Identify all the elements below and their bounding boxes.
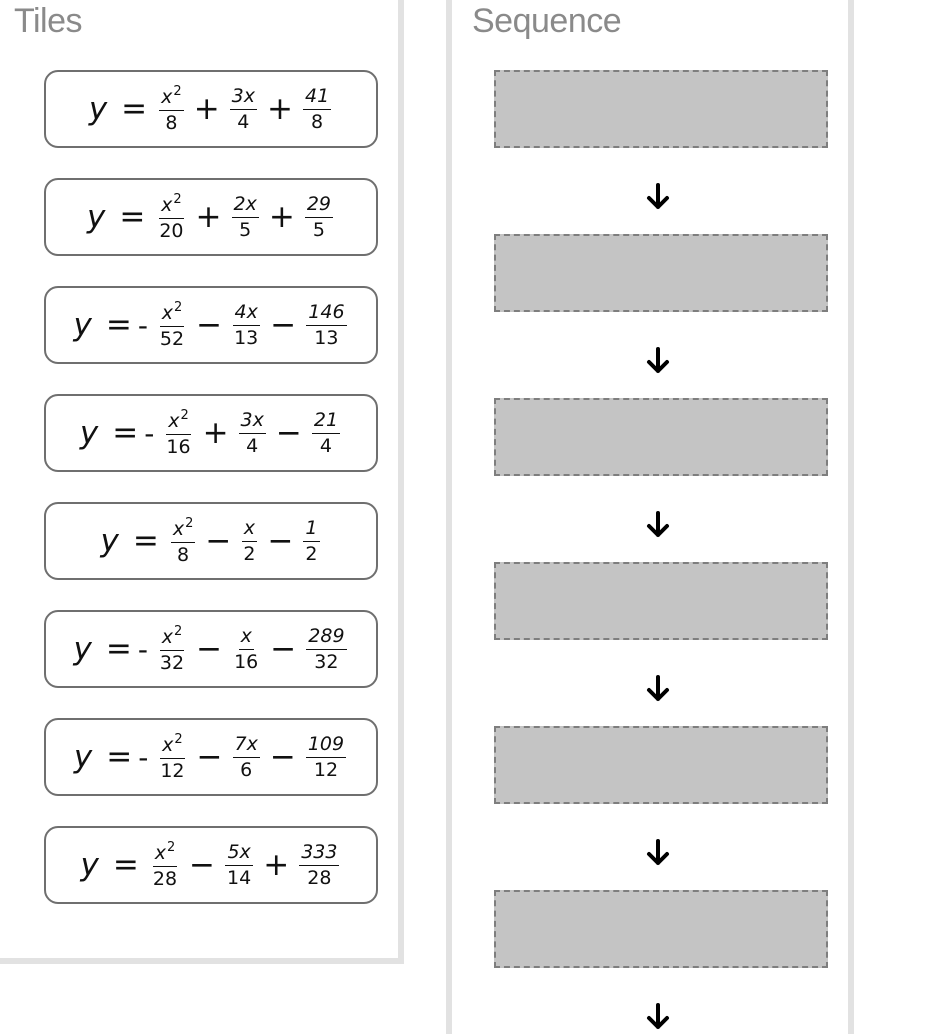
- fraction: [158, 625, 186, 673]
- denominator: 12: [313, 758, 339, 781]
- variable-y: y: [73, 631, 92, 667]
- sequence-drop-slot[interactable]: [494, 562, 828, 640]
- fraction: [312, 408, 340, 457]
- denominator: 32: [159, 652, 185, 674]
- equation: [89, 85, 333, 133]
- numerator: 29: [305, 195, 333, 218]
- numerator: $x^2$: [159, 85, 184, 111]
- equation: [100, 517, 321, 565]
- equals-sign: =: [105, 631, 132, 667]
- exponent: 2: [174, 732, 183, 747]
- numerator: 41: [303, 87, 331, 110]
- denominator: 4: [319, 434, 333, 457]
- denominator: 8: [177, 544, 190, 566]
- negative-sign: -: [137, 632, 148, 666]
- denominator: 52: [159, 328, 185, 350]
- equation: [80, 409, 342, 457]
- equation-tile[interactable]: [44, 286, 378, 364]
- numerator: 1: [303, 519, 319, 542]
- sequence-drop-slot[interactable]: [494, 890, 828, 968]
- operator: +: [202, 415, 229, 451]
- fraction: [151, 841, 179, 889]
- equals-sign: =: [112, 415, 139, 451]
- numerator: $x^2$: [166, 409, 191, 435]
- numerator: $x^2$: [159, 193, 184, 219]
- denominator: 8: [165, 112, 178, 134]
- denominator: 16: [234, 650, 259, 673]
- sequence-title: Sequence: [472, 2, 622, 40]
- arrow-down-icon: [644, 346, 672, 376]
- arrow-down-icon: [644, 838, 672, 868]
- numerator: x: [239, 627, 254, 650]
- operator: +: [267, 91, 293, 127]
- variable-y: y: [100, 523, 119, 559]
- numerator: 109: [306, 735, 346, 758]
- denominator: 13: [234, 326, 259, 349]
- numerator: $x^2$: [160, 301, 185, 327]
- numerator: $x^2$: [171, 517, 196, 543]
- operator: +: [268, 199, 295, 235]
- operator: −: [189, 847, 216, 883]
- fraction: [241, 516, 257, 565]
- exponent: 2: [174, 300, 183, 315]
- equation: [73, 625, 348, 673]
- equals-sign: =: [121, 91, 148, 127]
- arrow-down-icon: [644, 1002, 672, 1032]
- exponent: 2: [185, 516, 194, 531]
- arrow-down-icon: [644, 674, 672, 704]
- fraction: [233, 732, 260, 781]
- fraction: [158, 733, 186, 781]
- denominator: 2: [305, 542, 318, 565]
- numerator: 4x: [233, 303, 260, 326]
- variable-y: y: [80, 847, 99, 883]
- equation-tile[interactable]: [44, 394, 378, 472]
- numerator: $x^2$: [153, 841, 178, 867]
- numerator: 333: [299, 843, 339, 866]
- fraction: [299, 840, 339, 889]
- sequence-drop-slot[interactable]: [494, 234, 828, 312]
- equation-tile[interactable]: [44, 826, 378, 904]
- equation-tile[interactable]: [44, 718, 378, 796]
- denominator: 28: [152, 868, 178, 890]
- numerator: 5x: [225, 843, 252, 866]
- operator: +: [193, 91, 220, 127]
- numerator: 289: [306, 627, 346, 650]
- equation: [74, 733, 348, 781]
- equals-sign: =: [132, 523, 159, 559]
- operator: −: [270, 631, 297, 667]
- fraction: [305, 192, 333, 241]
- operator: −: [275, 415, 302, 451]
- fraction: [157, 193, 185, 241]
- equation-tile[interactable]: [44, 70, 378, 148]
- equals-sign: =: [105, 307, 132, 343]
- variable-y: y: [73, 307, 92, 343]
- sequence-drop-slot[interactable]: [494, 398, 828, 476]
- equals-sign: =: [106, 739, 133, 775]
- arrow-down-icon: [644, 510, 672, 540]
- variable-y: y: [73, 739, 93, 775]
- numerator: 21: [312, 411, 340, 434]
- fraction: [159, 85, 184, 133]
- equation: [81, 841, 342, 889]
- denominator: 5: [312, 218, 325, 241]
- numerator: 7x: [233, 735, 260, 758]
- numerator: 3x: [230, 87, 257, 110]
- fraction: [306, 624, 346, 673]
- denominator: 13: [314, 326, 339, 349]
- fraction: [306, 300, 346, 349]
- denominator: 16: [166, 436, 191, 458]
- equation-tile[interactable]: [44, 610, 378, 688]
- operator: +: [195, 199, 222, 235]
- operator: −: [269, 739, 296, 775]
- denominator: 32: [314, 650, 339, 673]
- numerator: $x^2$: [160, 733, 185, 759]
- sequence-drop-slot[interactable]: [494, 70, 828, 148]
- numerator: 3x: [239, 411, 266, 434]
- fraction: [306, 732, 346, 781]
- denominator: 12: [160, 760, 185, 782]
- exponent: 2: [173, 192, 182, 207]
- operator: −: [196, 307, 223, 343]
- fraction: [232, 624, 260, 673]
- negative-sign: -: [137, 308, 148, 342]
- variable-y: y: [79, 415, 99, 451]
- fraction: [158, 301, 186, 349]
- denominator: 2: [243, 542, 256, 565]
- numerator: $x^2$: [160, 625, 185, 651]
- equation-tile[interactable]: [44, 502, 378, 580]
- operator: −: [270, 307, 297, 343]
- fraction: [303, 84, 331, 133]
- numerator: x: [242, 519, 257, 542]
- equation: [73, 301, 348, 349]
- operator: +: [263, 847, 290, 883]
- sequence-drop-slot[interactable]: [494, 726, 828, 804]
- fraction: [225, 840, 253, 889]
- denominator: 8: [311, 110, 324, 133]
- negative-sign: -: [138, 740, 149, 774]
- denominator: 28: [307, 866, 332, 889]
- operator: −: [196, 631, 223, 667]
- numerator: 146: [306, 303, 346, 326]
- equation: [87, 193, 335, 241]
- denominator: 20: [159, 220, 184, 242]
- denominator: 5: [239, 218, 252, 241]
- fraction: [232, 300, 260, 349]
- variable-y: y: [88, 91, 108, 127]
- exponent: 2: [180, 408, 189, 423]
- operator: −: [205, 523, 232, 559]
- operator: −: [196, 739, 223, 775]
- denominator: 4: [237, 110, 250, 133]
- fraction: [232, 192, 259, 241]
- equals-sign: =: [112, 847, 139, 883]
- fraction: [239, 408, 266, 457]
- operator: −: [267, 523, 294, 559]
- exponent: 2: [166, 840, 176, 855]
- exponent: 2: [173, 84, 182, 99]
- fraction: [164, 409, 192, 457]
- numerator: 2x: [232, 195, 259, 218]
- denominator: 6: [240, 758, 253, 781]
- fraction: [230, 84, 257, 133]
- denominator: 14: [227, 866, 252, 889]
- equation-tile[interactable]: [44, 178, 378, 256]
- denominator: 4: [246, 434, 259, 457]
- fraction: [171, 517, 196, 565]
- tiles-title: Tiles: [14, 2, 83, 40]
- exponent: 2: [174, 624, 183, 639]
- fraction: [303, 516, 319, 565]
- negative-sign: -: [144, 416, 155, 450]
- arrow-down-icon: [644, 182, 672, 212]
- equals-sign: =: [119, 199, 146, 235]
- variable-y: y: [86, 199, 106, 235]
